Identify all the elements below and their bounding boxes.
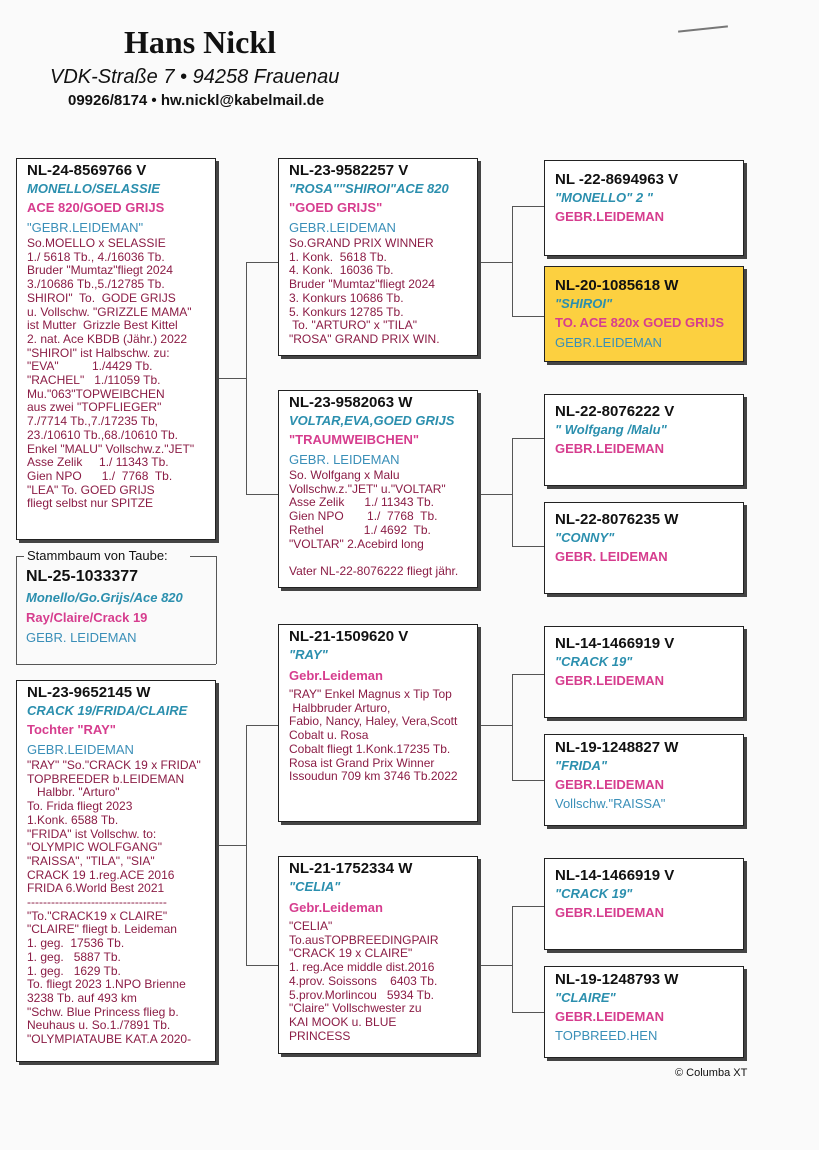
- connector-line: [480, 494, 512, 495]
- breeder: GEBR.LEIDEMAN: [289, 220, 396, 235]
- ring-number: NL-22-8076222 V: [555, 403, 675, 420]
- performance-notes: So.GRAND PRIX WINNER 1. Konk. 5618 Tb. 4. Konk. 16036 Tb. Bruder "Mumtaz"fliegt 2024 3. Konkurs 10686 Tb. 5. Konkurs 12785 Tb. To. "ARTURO" x "TILA" "ROSA" GRAND PRIX WIN.: [289, 236, 440, 346]
- pigeon-subname: ACE 820/GOED GRIJS: [27, 200, 165, 215]
- connector-line: [246, 262, 278, 263]
- pigeon-subname: Gebr.Leideman: [289, 900, 383, 915]
- subject-name: Monello/Go.Grijs/Ace 820: [26, 590, 183, 605]
- pigeon-note: Vollschw."RAISSA": [555, 796, 666, 811]
- breeder-address: VDK-Straße 7 • 94258 Frauenau: [50, 66, 340, 88]
- copyright: © Columba XT: [675, 1067, 748, 1079]
- connector-line: [512, 546, 544, 547]
- pen-mark: [678, 25, 728, 32]
- ring-number: NL-23-9652145 W: [27, 684, 151, 701]
- connector-line: [512, 674, 544, 675]
- pigeon-subname: Tochter "RAY": [27, 722, 116, 737]
- ring-number: NL-14-1466919 V: [555, 867, 675, 884]
- pedigree-card-father: [16, 158, 216, 540]
- performance-notes: So. Wolfgang x Malu Vollschw.z."JET" u."VOLTAR" Asse Zelik 1./ 11343 Tb. Gien NPO 1./ 7768 Tb. Rethel 1./ 4692 Tb. "VOLTAR" 2.Acebird long Vater NL-22-8076222 fliegt jähr.: [289, 468, 459, 578]
- connector-line: [512, 906, 544, 907]
- breeder: "GEBR.LEIDEMAN": [27, 220, 144, 235]
- breeder: GEBR. LEIDEMAN: [555, 549, 668, 564]
- pigeon-subname: Gebr.Leideman: [289, 668, 383, 683]
- ring-number: NL-22-8076235 W: [555, 511, 679, 528]
- pigeon-note: TOPBREED.HEN: [555, 1028, 658, 1043]
- connector-line: [16, 664, 216, 665]
- breeder: GEBR.LEIDEMAN: [555, 777, 665, 792]
- breeder: GEBR.LEIDEMAN: [555, 673, 665, 688]
- ring-number: NL-21-1509620 V: [289, 628, 409, 645]
- subject-ring-number: NL-25-1033377: [26, 568, 139, 585]
- ring-number: NL-20-1085618 W: [555, 277, 679, 294]
- performance-notes: "RAY" "So."CRACK 19 x FRIDA" TOPBREEDER b.LEIDEMAN Halbbr. "Arturo" To. Frida fliegt 2023 1.Konk. 6588 Tb. "FRIDA" ist Vollschw. to: "OLYMPIC WOLFGANG" "RAISSA", "TILA", "SIA" CRACK 19 1.reg.ACE 2016 FRIDA 6.World Best 2021 ----------------------------------- "To."CRACK19 x CLAIRE" "CLAIRE" fliegt b. Leideman 1. geg. 17536 Tb. 1. geg. 5887 Tb. 1. geg. 1629 Tb. To. fliegt 2023 1.NPO Brienne 3238 Tb. auf 493 km "Schw. Blue Princess flieg b. Neuhaus u. So.1./7891 Tb. "OLYMPIATAUBE KAT.A 2020-: [27, 758, 201, 1047]
- ring-number: NL-19-1248793 W: [555, 971, 679, 988]
- breeder: GEBR.LEIDEMAN: [27, 742, 134, 757]
- ring-number: NL-14-1466919 V: [555, 635, 675, 652]
- subject-breeder: GEBR. LEIDEMAN: [26, 630, 137, 645]
- ring-number: NL-21-1752334 W: [289, 860, 413, 877]
- connector-line: [480, 965, 512, 966]
- pedigree-card-mfm: [544, 734, 744, 826]
- pigeon-name: "SHIROI": [555, 296, 613, 311]
- connector-line: [246, 965, 278, 966]
- breeder-name: Hans Nickl: [124, 24, 277, 60]
- connector-line: [512, 780, 544, 781]
- pigeon-name: "MONELLO" 2 ": [555, 190, 653, 205]
- breeder-contact: 09926/8174 • hw.nickl@kabelmail.de: [68, 92, 325, 109]
- pigeon-name: CRACK 19/FRIDA/CLAIRE: [27, 703, 188, 718]
- connector-line: [190, 556, 216, 557]
- breeder: GEBR.LEIDEMAN: [555, 1009, 665, 1024]
- pedigree-card-mother: [16, 680, 216, 1062]
- pigeon-name: VOLTAR,EVA,GOED GRIJS: [289, 413, 455, 428]
- connector-line: [512, 906, 513, 1012]
- pedigree-card-mother-dam: [278, 856, 478, 1054]
- pedigree-card-fff: [544, 160, 744, 256]
- breeder: GEBR.LEIDEMAN: [555, 905, 665, 920]
- connector-line: [246, 725, 247, 965]
- stammbaum-label: Stammbaum von Taube:: [24, 548, 171, 563]
- pedigree-card-father-dam: [278, 390, 478, 588]
- pigeon-name: "CELIA": [289, 879, 341, 894]
- subject-entry: [26, 566, 183, 647]
- pigeon-name: "CRACK 19": [555, 886, 633, 901]
- connector-line: [512, 438, 513, 546]
- pedigree-card-mother-sire: [278, 624, 478, 822]
- connector-line: [512, 316, 544, 317]
- breeder: GEBR.LEIDEMAN: [555, 441, 665, 456]
- pigeon-subname: "GOED GRIJS": [289, 200, 383, 215]
- pedigree-card-mff: [544, 626, 744, 718]
- pedigree-card-ffm: [544, 266, 744, 362]
- pedigree-card-father-sire: [278, 158, 478, 356]
- connector-line: [246, 494, 278, 495]
- subject-subname: Ray/Claire/Crack 19: [26, 610, 148, 625]
- connector-line: [216, 556, 217, 664]
- pigeon-name: "ROSA""SHIROI"ACE 820: [289, 181, 449, 196]
- pedigree-card-fmf: [544, 394, 744, 486]
- ring-number: NL-23-9582063 W: [289, 394, 413, 411]
- connector-line: [512, 674, 513, 780]
- connector-line: [512, 206, 513, 316]
- performance-notes: "RAY" Enkel Magnus x Tip Top Halbbruder Arturo, Fabio, Nancy, Haley, Vera,Scott Cobalt u. Rosa Cobalt fliegt 1.Konk.17235 Tb. Rosa ist Grand Prix Winner Issoudun 709 km 3746 Tb.2022: [289, 687, 458, 784]
- ring-number: NL -22-8694963 V: [555, 171, 679, 188]
- pigeon-name: "CLAIRE": [555, 990, 616, 1005]
- connector-line: [512, 1012, 544, 1013]
- connector-line: [216, 378, 246, 379]
- connector-line: [480, 725, 512, 726]
- performance-notes: So.MOELLO x SELASSIE 1./ 5618 Tb., 4./16036 Tb. Bruder "Mumtaz"fliegt 2024 3./10686 Tb.,5./12785 Tb. SHIROI" To. GODE GRIJS u. Vollschw. "GRIZZLE MAMA" ist Mutter Grizzle Best Kittel 2. nat. Ace KBDB (Jähr.) 2022 "SHIROI" ist Halbschw. zu: "EVA" 1./4429 Tb. "RACHEL" 1./11059 Tb. Mu."063"TOPWEIBCHEN aus zwei "TOPFLIEGER" 7./7714 Tb.,7./17235 Tb, 23./10610 Tb.,68./10610 Tb. Enkel "MALU" Vollschw.z."JET" Asse Zelik 1./ 11343 Tb. Gien NPO 1./ 7768 Tb. "LEA" To. GOED GRIJS fliegt selbst nur SPITZE: [27, 236, 195, 511]
- breeder: GEBR.LEIDEMAN: [555, 335, 662, 350]
- pigeon-subname: TO. ACE 820x GOED GRIJS: [555, 315, 725, 330]
- connector-line: [480, 262, 512, 263]
- connector-line: [512, 206, 544, 207]
- ring-number: NL-23-9582257 V: [289, 162, 409, 179]
- connector-line: [512, 438, 544, 439]
- connector-line: [216, 845, 246, 846]
- pedigree-card-mmm: [544, 966, 744, 1058]
- pigeon-name: "FRIDA": [555, 758, 608, 773]
- pedigree-card-mmf: [544, 858, 744, 950]
- pigeon-name: "CONNY": [555, 530, 615, 545]
- connector-line: [16, 556, 24, 557]
- connector-line: [246, 725, 278, 726]
- pigeon-name: " Wolfgang /Malu": [555, 422, 667, 437]
- pigeon-name: "CRACK 19": [555, 654, 633, 669]
- pigeon-name: MONELLO/SELASSIE: [27, 181, 160, 196]
- pigeon-subname: "TRAUMWEIBCHEN": [289, 432, 420, 447]
- breeder: GEBR. LEIDEMAN: [289, 452, 400, 467]
- breeder: GEBR.LEIDEMAN: [555, 209, 665, 224]
- ring-number: NL-24-8569766 V: [27, 162, 147, 179]
- connector-line: [16, 556, 17, 664]
- ring-number: NL-19-1248827 W: [555, 739, 679, 756]
- connector-line: [246, 262, 247, 494]
- pedigree-card-fmm: [544, 502, 744, 594]
- performance-notes: "CELIA" To.ausTOPBREEDINGPAIR "CRACK 19 x CLAIRE" 1. reg.Ace middle dist.2016 4.prov. Soissons 6403 Tb. 5.prov.Morlincou 5934 Tb. "Claire" Vollschwester zu KAI MOOK u. BLUE PRINCESS: [289, 919, 439, 1043]
- pigeon-name: "RAY": [289, 647, 328, 662]
